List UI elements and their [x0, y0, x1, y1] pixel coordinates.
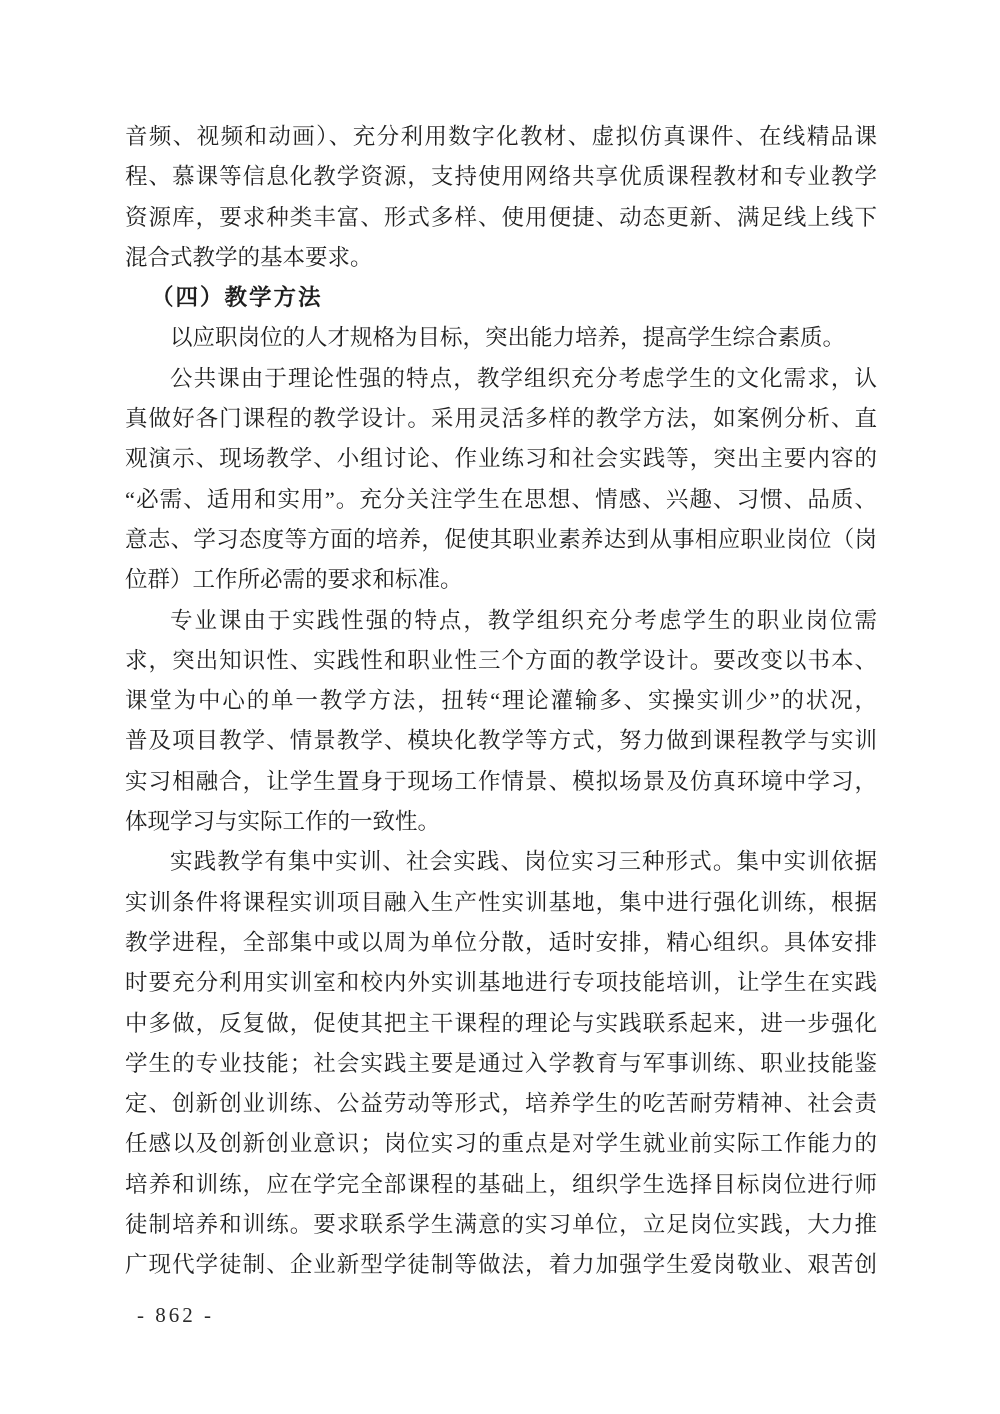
text-line: 观演示、现场教学、小组讨论、作业练习和社会实践等，突出主要内容的: [125, 446, 877, 472]
text-line: 资源库，要求种类丰富、形式多样、使用便捷、动态更新、满足线上线下: [125, 204, 877, 230]
text-line: 体现学习与实际工作的一致性。: [125, 809, 441, 835]
text-line: 真做好各门课程的教学设计。采用灵活多样的教学方法，如案例分析、直: [125, 406, 877, 432]
text-line: “必需、适用和实用”。充分关注学生在思想、情感、兴趣、习惯、品质、: [125, 486, 877, 512]
page-footer: [137, 1303, 214, 1328]
text-line: 广现代学徒制、企业新型学徒制等做法，着力加强学生爱岗敬业、艰苦创: [125, 1252, 877, 1278]
text-line: 中多做，反复做，促使其把主干课程的理论与实践联系起来，进一步强化: [125, 1010, 877, 1036]
text-line: 专业课由于实践性强的特点，教学组织充分考虑学生的职业岗位需: [170, 607, 877, 633]
text-line: 培养和训练，应在学完全部课程的基础上，组织学生选择目标岗位进行师: [125, 1171, 877, 1197]
text-line: 实习相融合，让学生置身于现场工作情景、模拟场景及仿真环境中学习，: [125, 768, 877, 794]
page-number: - 862 -: [137, 1303, 214, 1327]
text-line: 意志、学习态度等方面的培养，促使其职业素养达到从事相应职业岗位（岗: [125, 526, 877, 552]
text-line: 任感以及创新创业意识；岗位实习的重点是对学生就业前实际工作能力的: [125, 1131, 877, 1157]
text-line: 实践教学有集中实训、社会实践、岗位实习三种形式。集中实训依据: [170, 849, 877, 875]
text-line: 实训条件将课程实训项目融入生产性实训基地，集中进行强化训练，根据: [125, 889, 877, 915]
section-heading: （四）教学方法: [151, 285, 323, 311]
text-line: 混合式教学的基本要求。: [125, 244, 373, 270]
text-line: 公共课由于理论性强的特点，教学组织充分考虑学生的文化需求，认: [170, 365, 877, 391]
text-line: 定、创新创业训练、公益劳动等形式，培养学生的吃苦耐劳精神、社会责: [125, 1091, 877, 1117]
text-line: 求，突出知识性、实践性和职业性三个方面的教学设计。要改变以书本、: [125, 647, 877, 673]
text-line: 教学进程，全部集中或以周为单位分散，适时安排，精心组织。具体安排: [125, 929, 877, 955]
document-body: [125, 117, 877, 1286]
text-line: 位群）工作所必需的要求和标准。: [125, 567, 463, 593]
text-line: 音频、视频和动画）、充分利用数字化教材、虚拟仿真课件、在线精品课: [125, 124, 877, 149]
text-line: 程、慕课等信息化教学资源，支持使用网络共享优质课程教材和专业教学: [125, 164, 877, 190]
text-line: 课堂为中心的单一教学方法，扭转“理论灌输多、实操实训少”的状况，: [125, 688, 877, 714]
text-line: 徒制培养和训练。要求联系学生满意的实习单位，立足岗位实践，大力推: [125, 1212, 877, 1238]
text-line: 普及项目教学、情景教学、模块化教学等方式，努力做到课程教学与实训: [125, 728, 877, 754]
text-line: 时要充分利用实训室和校内外实训基地进行专项技能培训，让学生在实践: [125, 970, 877, 996]
text-line: 以应职岗位的人才规格为目标，突出能力培养，提高学生综合素质。: [170, 325, 846, 351]
text-line: 学生的专业技能；社会实践主要是通过入学教育与军事训练、职业技能鉴: [125, 1050, 877, 1076]
